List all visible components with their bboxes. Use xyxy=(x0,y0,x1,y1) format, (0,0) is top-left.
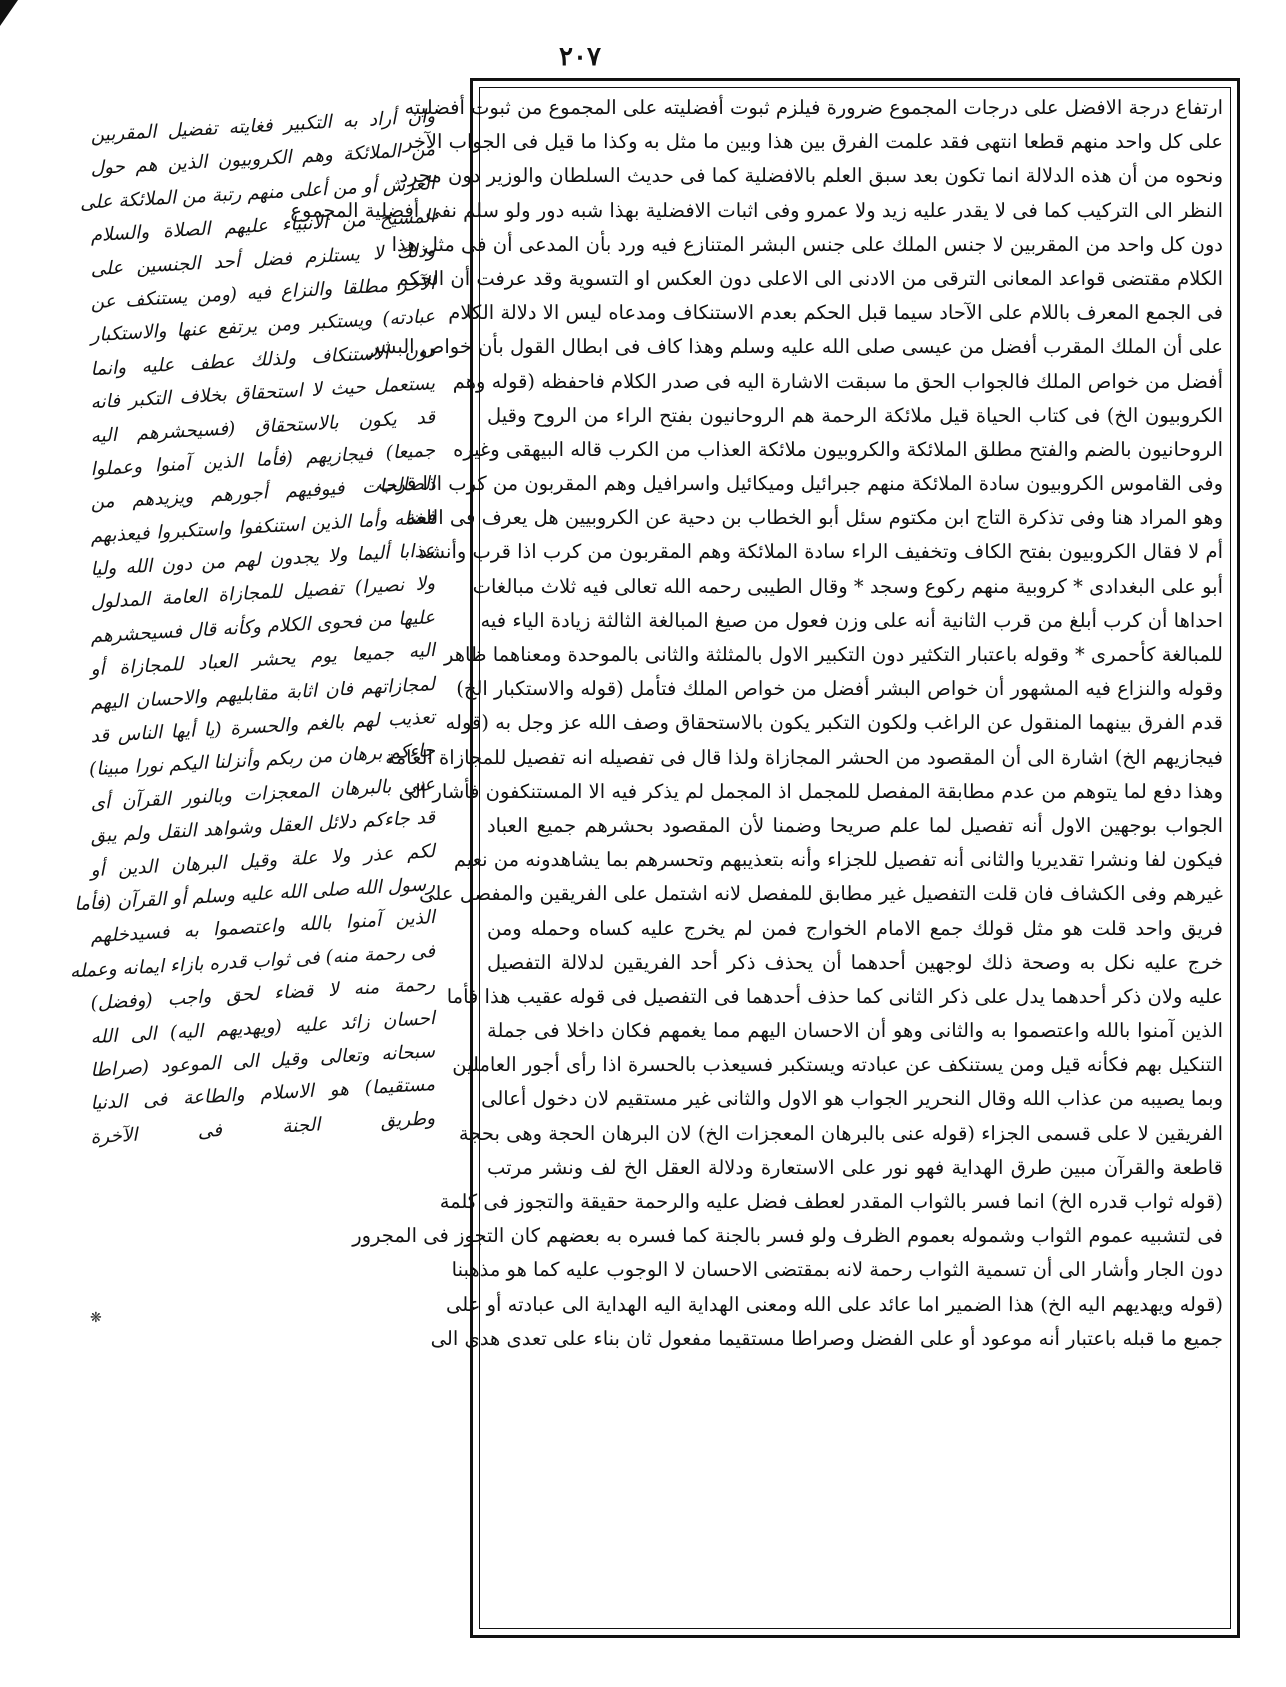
margin-text-line: وان أراد به التكبير فغايته تفضيل المقربين xyxy=(89,106,436,147)
margin-text-line: احسان زائد عليه (ويهديهم اليه) الى الله xyxy=(89,1007,436,1048)
main-text-line: التنكيل بهم فكأنه قيل ومن يستنكف عن عبادته ويستكبر فسيعذب بالحسرة اذا رأى أجور العاملين xyxy=(452,1053,1223,1077)
main-text-line: وفى القاموس الكروبيون سادة الملائكة منهم جبرائيل وميكائيل واسرافيل وهم المقربون من كرب اذا قرب xyxy=(377,472,1223,496)
margin-text-line: وطريق الجنة فى الآخرة xyxy=(89,1107,436,1148)
margin-text-line: العرش أو من أعلى منهم رتبة من الملائكة على xyxy=(79,172,436,214)
margin-text-line: لمجازاتهم فان اثابة مقابليهم والاحسان اليهم xyxy=(89,673,436,714)
main-text-line: (قوله ثواب قدره الخ) انما فسر بالثواب المقدر لعطف فضل عليه والرحمة حقيقة والتجوز فى كلمة xyxy=(439,1190,1223,1213)
main-text-frame xyxy=(290,78,1240,1638)
page-number: ٢٠٧ xyxy=(559,42,601,72)
main-text-line: ارتفاع درجة الافضل على درجات المجموع ضرورة فيلزم ثبوت أفضليته على المجموع من ثبوت أفضليته xyxy=(404,96,1223,119)
main-text-line: الذين آمنوا بالله واعتصموا به والثانى وهو أن الاحسان اليهم مما يغمهم فكان داخلا فى جملة xyxy=(487,1019,1223,1043)
margin-text-line: سبحانه وتعالى وقيل الى الموعود (صراطا xyxy=(89,1040,436,1082)
main-text-line: أم لا فقال الكروبيون بفتح الكاف وتخفيف الراء سادة الملائكة وهم المقربون من كرب اذا قرب وأنشد xyxy=(418,540,1223,564)
margin-text-line: مستقيما) هو الاسلام والطاعة فى الدنيا xyxy=(89,1074,436,1115)
margin-text-line: رحمة منه لا قضاء لحق واجب (وفضل) xyxy=(89,974,436,1015)
main-text-line: غيرهم وفى الكشاف فان قلت التفصيل غير مطابق للمفصل لانه اشتمل على الفريقين والمفصل على xyxy=(419,882,1223,906)
main-text-line: فى لتشبيه عموم الثواب وشموله بعموم الظرف ولو فسر بالجنة كما فسره به بعضهم كان التجوز فى المجرور xyxy=(352,1224,1223,1248)
margin-text-line: وذلك لا يستلزم فضل أحد الجنسين على xyxy=(89,239,436,280)
main-text-body xyxy=(290,91,1223,1356)
main-text-line: النظر الى التركيب كما فى لا يقدر عليه زيد ولا عمرو وفى اثبات الافضلية بهذا شبه دور ولو سلم نفى أفضلية المجموع xyxy=(290,198,1223,222)
main-text-line: فى الجمع المعرف باللام على الآحاد سيما قبل الحكم بعدم الاستنكاف ومدعاه ليس الا دلالة الكلام xyxy=(448,301,1223,325)
main-text-line: قاطعة والقرآن مبين طرق الهداية فهو نور على الاستعارة ودلالة العقل الخ لف ونشر مرتب xyxy=(487,1155,1223,1179)
main-text-line: للمبالغة كأحمرى * وقوله باعتبار التكثير دون التكبير الاول بالمثلثة والثانى بالموحدة ومعناهما ظاهر xyxy=(444,643,1223,666)
stray-ink-mark: ❋ xyxy=(90,1310,102,1326)
main-text-line: أبو على البغدادى * كروبية منهم ركوع وسجد * وقال الطيبى رحمه الله تعالى فيه ثلاث مبالغات xyxy=(472,574,1223,598)
main-text-line: خرج عليه نكل به وصحة ذلك لوجهين أحدهما أن يحذف ذكر أحد الفريقين لدلالة التفصيل xyxy=(487,950,1223,974)
main-text-line: جميع ما قبله باعتبار أنه موعود أو على الفضل وصراطا مستقيما مفعول ثان بناء على تعدى هدى الى xyxy=(430,1326,1223,1350)
main-text-line: فيكون لفا ونشرا تقديريا والثانى أنه تفصيل للجزاء وأنه بتعذيبهم وتحسرهم بما يشاهدونه من نعيم xyxy=(453,848,1223,872)
main-text-line: على كل واحد منهم قطعا انتهى فقد علمت الفرق بين هذا وبين ما مثل به وكذا ما قيل فى الجواب الآخر xyxy=(403,130,1223,154)
margin-text-line: فى رحمة منه) فى ثواب قدره بازاء ايمانه وعمله xyxy=(69,940,436,983)
margin-commentary xyxy=(69,100,436,1340)
main-text-line: وهو المراد هنا وفى تذكرة التاج ابن مكتوم سئل أبو الخطاب بن دحية عن الكروبيين هل يعرف فى اللغة xyxy=(405,506,1223,530)
margin-text-line: عنى بالبرهان المعجزات وبالنور القرآن أى xyxy=(89,773,436,815)
main-text-line: عليه ولان ذكر أحدهما يدل على ذكر الثانى كما حذف أحدهما فى التفصيل فى قوله عقيب هذا فأما xyxy=(446,984,1223,1008)
margin-text-line: الذين آمنوا بالله واعتصموا به فسيدخلهم xyxy=(89,907,436,948)
margin-text-line: عليها من فحوى الكلام وكأنه قال فسيحشرهم xyxy=(89,606,436,648)
main-text-line: أفضل من خواص الملك فالجواب الحق ما سبقت الاشارة اليه فى صدر الكلام فاحفظه (قوله وهم xyxy=(452,369,1223,393)
main-text-line: الكروبيون الخ) فى كتاب الحياة قيل ملائكة الرحمة هم الروحانيون بفتح الراء من الروح وقيل xyxy=(487,403,1223,427)
margin-text-line: عبادته) ويستكبر ومن يرتفع عنها والاستكبار xyxy=(89,306,436,347)
main-text-line: دون كل واحد من المقربين لا جنس الملك على جنس البشر المتنازع فيه ورد بأن المدعى أن فى مثل هذا xyxy=(391,232,1223,256)
margin-text-line: جميعا) فيجازيهم (فأما الذين آمنوا وعملوا xyxy=(89,439,436,481)
main-text-line: وهذا دفع لما يتوهم من عدم مطابقة المفصل للمجمل اذ المجمل لم يذكر فيه الا المستنكفون فأشار الى xyxy=(398,779,1223,803)
main-text-line: وقوله والنزاع فيه المشهور أن خواص البشر أفضل من خواص الملك فتأمل (قوله والاستكبار الخ) xyxy=(456,677,1223,701)
margin-text-line: عذابا أليما ولا يجدون لهم من دون الله وليا xyxy=(89,540,436,581)
margin-text-line: الآخر مطلقا والنزاع فيه (ومن يستنكف عن xyxy=(89,272,436,314)
margin-text-line: دون الاستنكاف ولذلك عطف عليه وانما xyxy=(89,339,436,380)
main-text-line: الجواب بوجهين الاول أنه تفصيل لما علم صريحا وضمنا لأن المقصود بحشرهم جميع العباد xyxy=(487,813,1223,837)
margin-text-line: من الملائكة وهم الكروبيون الذين هم حول xyxy=(89,139,436,180)
margin-text-line: جاءكم برهان من ربكم وأنزلنا اليكم نورا مبينا) xyxy=(88,740,436,781)
main-text-line: دون الجار وأشار الى أن تسمية الثواب رحمة لانه بمقتضى الاحسان لا الوجوب عليه كما هو مذهبنا xyxy=(451,1258,1223,1282)
main-text-line: (قوله ويهديهم اليه الخ) هذا الضمير اما عائد على الله ومعنى الهداية اليه الهداية الى عبادته أو على xyxy=(446,1292,1223,1316)
margin-text-line: لكم عذر ولا علة وقيل البرهان الدين أو xyxy=(89,840,436,881)
main-text-line: الروحانيون بالضم والفتح مطلق الملائكة والكروبيون ملائكة العذاب من الكرب قاله البيهقى وغيره xyxy=(453,437,1223,461)
main-text-line: الفريقين لا على قسمى الجزاء (قوله عنى بالبرهان المعجزات الخ) لان البرهان الحجة وهى بحجة xyxy=(458,1121,1223,1145)
main-text-line: فريق واحد قلت هو مثل قولك جمع الامام الخوارج فمن لم يخرج عليه كساه وحمله ومن xyxy=(487,916,1223,940)
margin-text-line: الصالحات فيوفيهم أجورهم ويزيدهم من xyxy=(89,473,436,514)
margin-text-line: المسيح من الانبياء عليهم الصلاة والسلام xyxy=(89,206,436,247)
main-text-line: قدم الفرق بينهما المنقول عن الراغب ولكون التكبر يكون بالاستحقاق وصف الله عز وجل به (قوله xyxy=(445,711,1223,735)
margin-text-line: قد يكون بالاستحقاق (فسيحشرهم اليه xyxy=(89,406,436,447)
margin-text-line: قد جاءكم دلائل العقل وشواهد النقل ولم يبق xyxy=(89,807,436,848)
margin-text-line: اليه جميعا يوم يحشر العباد للمجازاة أو xyxy=(89,640,436,681)
margin-text-line: يستعمل حيث لا استحقاق بخلاف التكبر فانه xyxy=(89,373,436,414)
margin-text-line: تعذيب لهم بالغم والحسرة (يا أيها الناس قد xyxy=(89,707,436,748)
main-text-line: احداها أن كرب أبلغ من قرب الثانية أنه على وزن فعول من صيغ المبالغة الثالثة زيادة الياء فيه xyxy=(480,608,1223,632)
margin-text-line: فضله وأما الذين استنكفوا واستكبروا فيعذبهم xyxy=(89,506,436,547)
corner-triangle-mark xyxy=(0,0,18,26)
main-text-line: فيجازيهم الخ) اشارة الى أن المقصود من الحشر المجازاة ولذا قال فى تفصيله انه تفصيل للمجازاة العامة xyxy=(385,745,1223,769)
margin-text-line: ولا نصيرا) تفصيل للمجازاة العامة المدلول xyxy=(89,573,436,614)
margin-text-line: رسول الله صلى الله عليه وسلم أو القرآن (فأما xyxy=(73,874,436,916)
main-text-line: وبما يصيبه من عذاب الله وقال النحرير الجواب هو الاول والثانى غير مستقيم لان دخول أعالى xyxy=(481,1087,1223,1111)
main-text-line: ونحوه من أن هذه الدلالة انما تكون بعد سبق العلم بالافضلية كما فى حديث السلطان والوزير دون مجرد xyxy=(399,164,1223,188)
main-text-line: على أن الملك المقرب أفضل من عيسى صلى الله عليه وسلم وهذا كاف فى ابطال القول بأن خواص البشر xyxy=(369,335,1223,359)
main-text-line: الكلام مقتضى قواعد المعانى الترقى من الادنى الى الاعلى دون العكس او التسوية وقد عرفت أن الحكم xyxy=(396,266,1223,290)
